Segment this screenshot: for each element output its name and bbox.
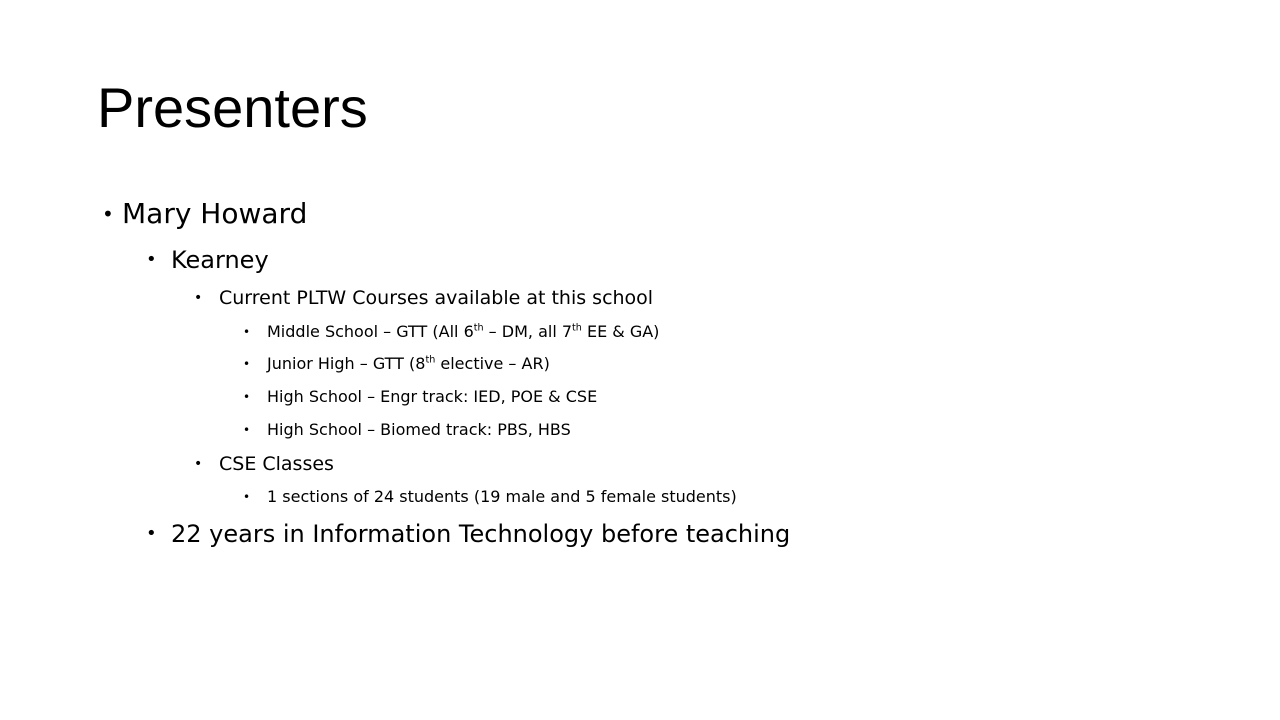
bullet-courses-heading [194, 285, 654, 311]
bullet-dot-icon: • [243, 325, 251, 339]
slide-title: Presenters [97, 76, 368, 139]
bullet-text: High School – Biomed track: PBS, HBS [267, 420, 571, 439]
bullet-dot-icon: • [243, 390, 251, 404]
bullet-dot-icon: • [243, 423, 251, 437]
bullet-dot-icon: • [243, 490, 251, 504]
bullet-dot-icon: • [194, 290, 203, 306]
bullet-dot-icon: • [102, 202, 114, 226]
bullet-dot-icon: • [146, 523, 157, 544]
bullet-text: 22 years in Information Technology before teaching [171, 520, 791, 548]
bullet-dot-icon: • [194, 456, 203, 472]
bullet-high-biomed [243, 418, 571, 442]
bullet-text: 1 sections of 24 students (19 male and 5 female students) [267, 487, 737, 506]
bullet-experience [146, 518, 791, 550]
bullet-text: Current PLTW Courses available at this school [219, 287, 654, 309]
bullet-text: Mary Howard [122, 197, 308, 230]
bullet-text: Kearney [171, 246, 269, 274]
bullet-middle-school [243, 320, 660, 344]
bullet-text: Junior High – GTT (8th elective – AR) [267, 354, 550, 373]
bullet-dot-icon: • [146, 249, 157, 270]
bullet-cse-heading [194, 451, 334, 477]
bullet-dot-icon: • [243, 357, 251, 371]
bullet-text: High School – Engr track: IED, POE & CSE [267, 387, 598, 406]
bullet-name [102, 196, 308, 232]
bullet-school [146, 244, 269, 276]
bullet-text: Middle School – GTT (All 6th – DM, all 7th EE & GA) [267, 322, 660, 341]
bullet-junior-high [243, 352, 550, 376]
bullet-cse-sections [243, 485, 737, 509]
bullet-high-engr [243, 385, 598, 409]
bullet-text: CSE Classes [219, 453, 334, 475]
